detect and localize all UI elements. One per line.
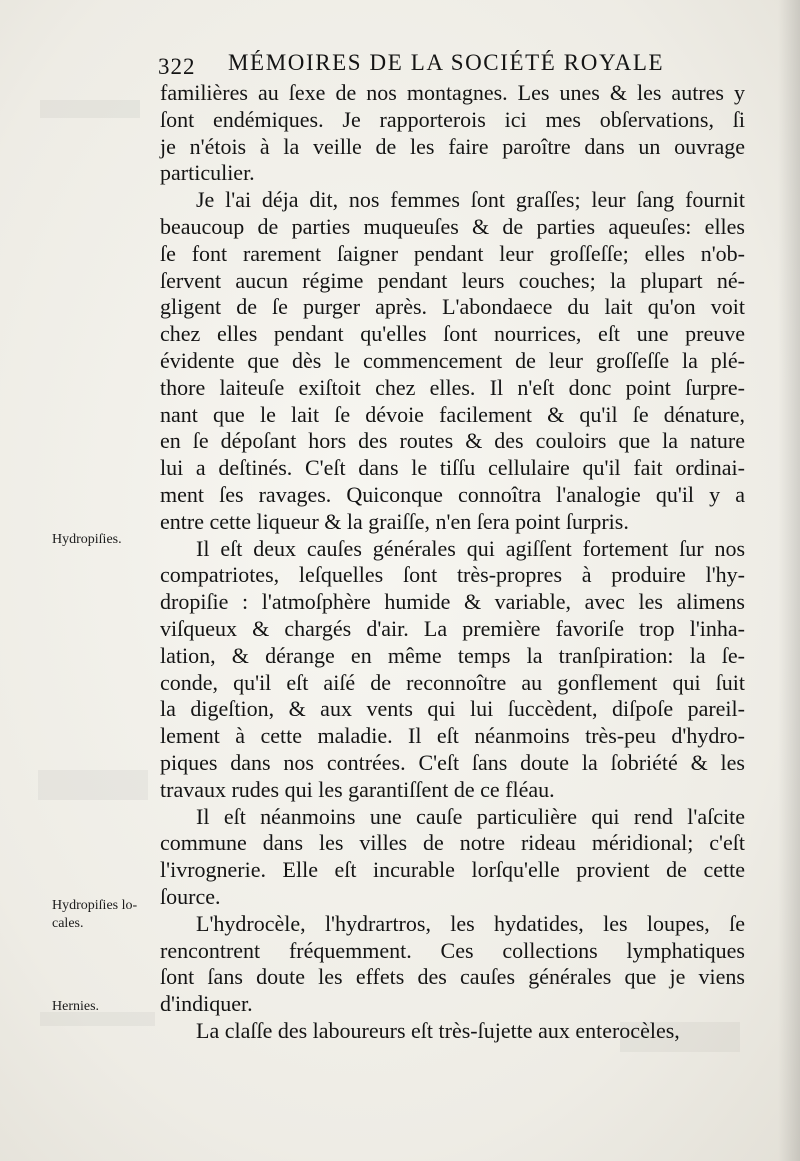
margin-note-line: Hydropiſies lo- bbox=[52, 898, 138, 913]
text-line: compatriotes, leſquelles ſont très-propres à produire l'hy- bbox=[160, 562, 745, 588]
text-line: ſe font rarement ſaigner pendant leur groſſeſſe; elles n'ob- bbox=[160, 240, 745, 266]
text-line: nant que le lait ſe dévoie facilement & qu'il ſe dénature, bbox=[160, 401, 745, 427]
text-line: ment ſes ravages. Quiconque connoîtra l'analogie qu'il y a bbox=[160, 481, 745, 507]
text-line: lement à cette maladie. Il eſt néanmoins très-peu d'hydro- bbox=[160, 723, 745, 749]
text-line: La claſſe des laboureurs eſt très-ſujette aux enterocèles, bbox=[196, 1017, 680, 1043]
body-text bbox=[160, 80, 745, 1045]
text-line: thore laiteuſe exiſtoit chez elles. Il n'eſt donc point ſurpre- bbox=[160, 374, 745, 400]
text-line: beaucoup de parties muqueuſes & de parties aqueuſes: elles bbox=[160, 213, 745, 239]
margin-note-hydropisies bbox=[52, 531, 164, 549]
margin-note-hydropisies-locales bbox=[52, 897, 164, 933]
text-line: ſont endémiques. Je rapporterois ici mes obſervations, ſi bbox=[160, 106, 745, 132]
text-line: ſource. bbox=[160, 883, 221, 909]
text-line: Il eſt néanmoins une cauſe particulière qui rend l'aſcite bbox=[196, 803, 745, 829]
margin-note-hernies bbox=[52, 998, 164, 1016]
text-line: particulier. bbox=[160, 160, 255, 186]
text-line: chez elles pendant qu'elles ſont nourrices, eſt une preuve bbox=[160, 321, 745, 347]
text-line: L'hydrocèle, l'hydrartros, les hydatides, les loupes, ſe bbox=[196, 910, 745, 936]
text-line: travaux rudes qui les garantiſſent de ce fléau. bbox=[160, 776, 555, 802]
text-line: viſqueux & chargés d'air. La première favoriſe trop l'inha- bbox=[160, 615, 745, 641]
text-line: Il eſt deux cauſes générales qui agiſſent fortement ſur nos bbox=[196, 535, 745, 561]
margin-note-line: cales. bbox=[52, 916, 84, 931]
text-line: ſervent aucun régime pendant leurs couches; la plupart né- bbox=[160, 267, 745, 293]
text-line: familières au ſexe de nos montagnes. Les unes & les autres y bbox=[160, 80, 745, 105]
text-line: entre cette liqueur & la graiſſe, n'en ſera point ſurpris. bbox=[160, 508, 629, 534]
page-header bbox=[158, 50, 678, 84]
text-line: lui a deſtinés. C'eſt dans le tiſſu cellulaire qu'il fait ordinai- bbox=[160, 455, 745, 481]
text-line: lation, & dérange en même temps la tranſpiration: la ſe- bbox=[160, 642, 745, 668]
text-line: gligent de ſe purger après. L'abondaece du lait qu'on voit bbox=[160, 294, 745, 320]
text-line: rencontrent fréquemment. Ces collections lymphatiques bbox=[160, 937, 745, 963]
margin-note-line: Hernies. bbox=[52, 999, 100, 1014]
text-line: je n'étois à la veille de les faire paroître dans un ouvrage bbox=[160, 133, 745, 159]
bleed-through-smudge bbox=[40, 100, 140, 118]
bleed-through-smudge bbox=[38, 770, 148, 800]
text-line: dropiſie : l'atmoſphère humide & variable, avec les alimens bbox=[160, 589, 745, 615]
text-line: ſont ſans doute les effets des cauſes générales que je viens bbox=[160, 964, 745, 990]
margin-note-line: Hydropiſies. bbox=[52, 532, 122, 547]
page-number: 322 bbox=[158, 54, 196, 79]
running-title: MÉMOIRES DE LA SOCIÉTÉ ROYALE bbox=[228, 50, 665, 75]
text-line: Je l'ai déja dit, nos femmes ſont graſſes; leur ſang fournit bbox=[196, 187, 745, 213]
text-line: la digeſtion, & aux vents qui lui ſuccèdent, diſpoſe pareil- bbox=[160, 696, 745, 722]
text-line: commune dans les villes de notre rideau méridional; c'eſt bbox=[160, 830, 745, 856]
text-line: évidente que dès le commencement de leur groſſeſſe la plé- bbox=[160, 347, 745, 373]
text-line: en ſe dépoſant hors des routes & des couloirs que la nature bbox=[160, 428, 745, 454]
text-line: piques dans nos contrées. C'eſt ſans doute la ſobriété & les bbox=[160, 749, 745, 775]
text-line: conde, qu'il eſt aiſé de reconnoître au gonflement qui ſuit bbox=[160, 669, 745, 695]
text-line: l'ivrognerie. Elle eſt incurable lorſqu'elle provient de cette bbox=[160, 857, 745, 883]
page-spine-shadow bbox=[778, 0, 800, 1161]
text-line: d'indiquer. bbox=[160, 991, 253, 1017]
